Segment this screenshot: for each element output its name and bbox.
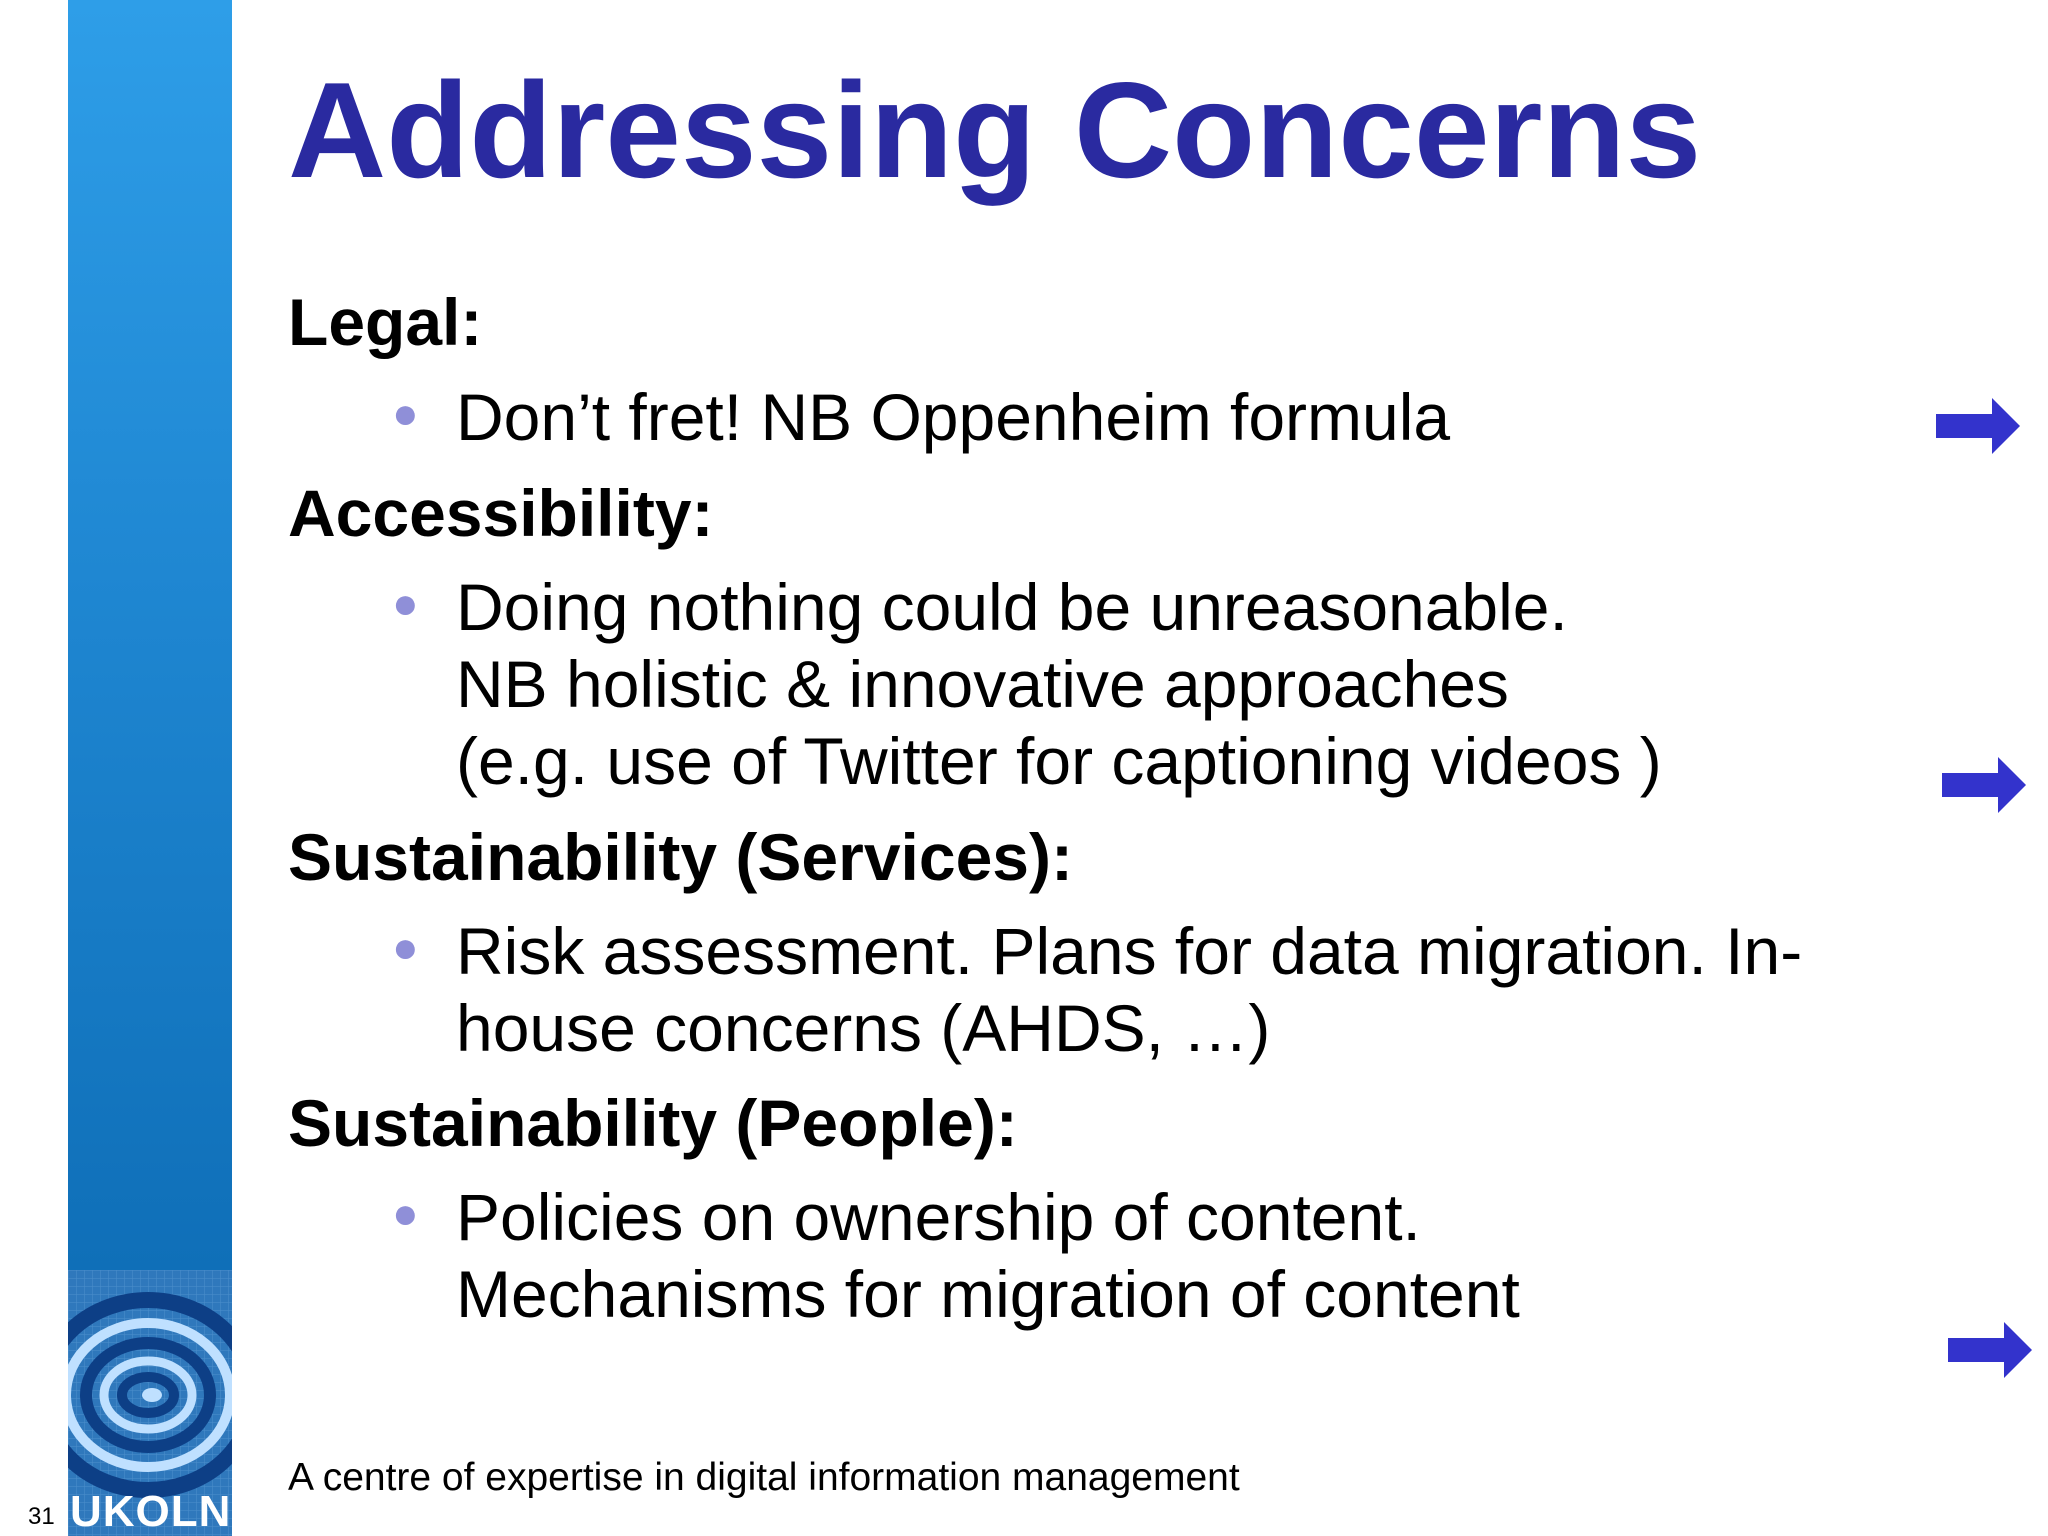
- section-heading-accessibility: Accessibility:: [288, 476, 714, 550]
- accessibility-item-line: NB holistic & innovative approaches: [456, 647, 1509, 721]
- footer-tagline: A centre of expertise in digital information management: [288, 1456, 1240, 1499]
- people-item-line: Mechanisms for migration of content: [456, 1257, 1520, 1331]
- services-item-line: house concerns (AHDS, …): [456, 991, 1271, 1065]
- section-heading-legal: Legal:: [288, 285, 483, 359]
- bullet-icon: ●: [392, 389, 419, 438]
- slide-title: Addressing Concerns: [288, 54, 1702, 206]
- slide-number: 31: [28, 1503, 55, 1530]
- services-item-line: Risk assessment. Plans for data migration. In-: [456, 914, 1803, 988]
- people-item-line: Policies on ownership of content.: [456, 1180, 1421, 1254]
- right-arrow-icon[interactable]: [1936, 398, 2020, 454]
- right-arrow-icon[interactable]: [1948, 1322, 2032, 1378]
- bullet-icon: ●: [392, 579, 419, 628]
- bullet-icon: ●: [392, 923, 419, 972]
- side-band: [68, 0, 232, 1270]
- accessibility-item-line: Doing nothing could be unreasonable.: [456, 570, 1568, 644]
- section-heading-sustainability-services: Sustainability (Services):: [288, 820, 1073, 894]
- bullet-icon: ●: [392, 1189, 419, 1238]
- accessibility-item-line: (e.g. use of Twitter for captioning videos ): [456, 724, 1662, 798]
- ukoln-logo: [68, 1270, 232, 1536]
- section-heading-sustainability-people: Sustainability (People):: [288, 1086, 1018, 1160]
- legal-item-line: Don’t fret! NB Oppenheim formula: [456, 380, 1451, 454]
- logo-text: UKOLN: [70, 1487, 232, 1536]
- right-arrow-icon[interactable]: [1942, 757, 2026, 813]
